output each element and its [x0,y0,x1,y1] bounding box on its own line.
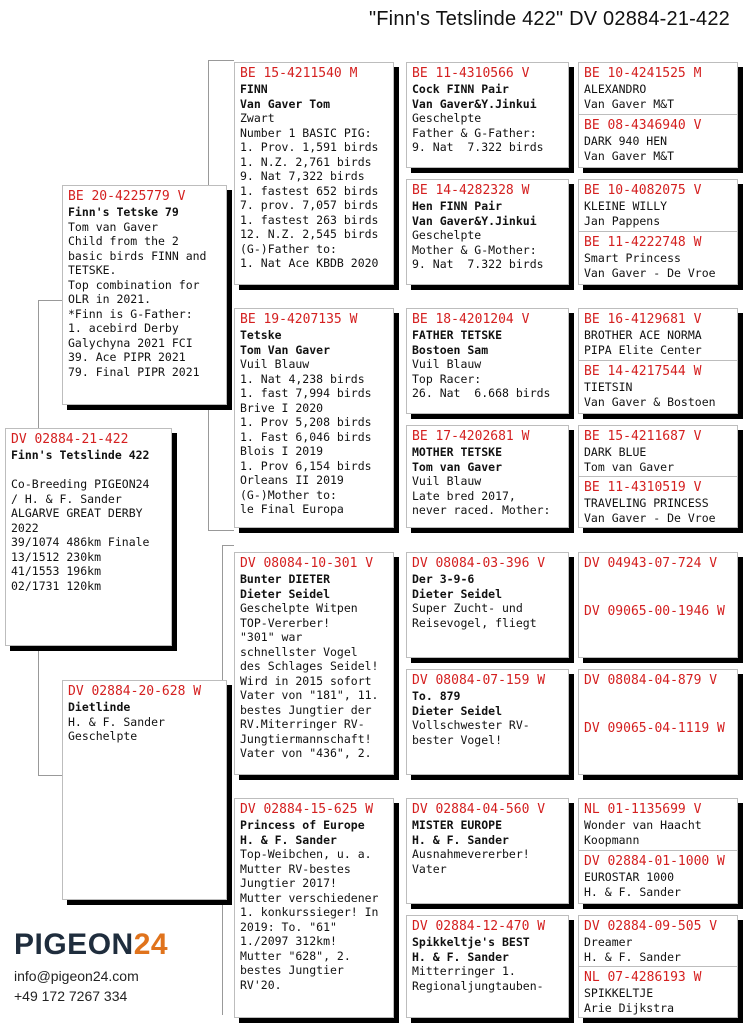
sd-line: 1. fast 7,994 birds [240,386,372,400]
sd-line: Blois I 2019 [240,444,324,458]
dam-card[interactable] [62,680,227,900]
dd-line: Top-Weibchen, u. a. [240,847,372,861]
dam-line: H. & F. Sander [68,714,165,729]
g4-ring: NL 07-4286193 W [584,970,702,985]
g4-pair-card[interactable] [578,915,738,1018]
g4-ring: BE 11-4310519 V [584,480,702,495]
sdd-line: Tom van Gaver [412,459,503,474]
subject-line: 39/1074 486km Finale [11,535,150,549]
ss-line: 12. N.Z. 2,545 birds [240,227,379,241]
ss-line: 9. Nat 7,322 birds [240,169,365,183]
ddd-line: H. & F. Sander [412,949,509,964]
sdd-ring: BE 17-4202681 W [412,429,530,444]
g4-breeder: H. & F. Sander [584,884,681,899]
g4-name: DARK BLUE [584,445,647,459]
sdd-card[interactable] [406,425,569,528]
ssd-line: 9. Nat 7.322 birds [412,257,544,271]
sire-line: 39. Ace PIPR 2021 [68,350,186,364]
ds-ring: DV 08084-10-301 V [240,556,374,571]
g4-ring: DV 04943-07-724 V [584,556,718,571]
ds-line: bestes Jungtier der [240,702,372,717]
g4-name: SPIKKELTJE [584,986,654,1000]
sd-line: 1. Prov 6,154 birds [240,458,372,473]
sire-line: OLR in 2021. [68,292,152,306]
pedigree-connector [222,545,234,546]
ss-line: Zwart [240,111,275,125]
g4-ring: BE 16-4129681 V [584,312,702,327]
g4-name: ALEXANDRO [584,82,647,96]
subject-name: Finn's Tetslinde 422 [11,448,150,462]
logo-text-part2: 24 [133,928,169,961]
ds-line: Vater von "436", 2. [240,746,372,760]
sd-ring: BE 19-4207135 W [240,312,358,327]
dd-line: H. & F. Sander [240,832,337,847]
sd-line: Orleans II 2019 [240,473,344,487]
dds-name: MISTER EUROPE [412,818,503,832]
sds-name: FATHER TETSKE [412,328,503,342]
ds-line: Wird in 2015 sofort [240,673,372,688]
g4-pair-card[interactable] [578,552,738,658]
subject-line: Co-Breeding PIGEON24 [11,477,150,491]
contact-email[interactable]: info@pigeon24.com [14,968,139,984]
g4-ring: BE 08-4346940 V [584,118,702,133]
g4-pair-card[interactable] [578,179,738,285]
sd-line: Tom Van Gaver [240,342,331,357]
sds-line: Vuil Blauw [412,357,482,371]
dsd-card[interactable] [406,669,569,775]
g4-pair-card[interactable] [578,669,738,775]
dss-name: Der 3-9-6 [412,572,475,586]
g4-pair-card[interactable] [578,425,738,528]
ds-line: Geschelpte Witpen [240,601,358,615]
g4-ring: BE 10-4082075 V [584,183,702,198]
sd-line: 1. Fast 6,046 birds [240,429,372,444]
ds-line: Jungtiermannschaft! [240,731,372,746]
logo-text-part1: PIGEON [14,928,134,961]
sds-line: Top Racer: [412,371,482,386]
dss-ring: DV 08084-03-396 V [412,556,546,571]
dss-line: Super Zucht- und [412,601,523,615]
g4-breeder: Jan Pappens [584,213,661,228]
subject-line: ALGARVE GREAT DERBY [11,506,143,520]
dss-line: Reisevogel, fliegt [412,615,537,630]
g4-breeder: Van Gaver M&T [584,96,675,111]
sd-line: (G-)Mother to: [240,487,337,502]
ss-line: (G-)Father to: [240,241,337,256]
sire-dam-card[interactable] [234,308,394,528]
dsd-ring: DV 08084-07-159 W [412,673,546,688]
ds-line: schnellster Vogel [240,644,358,659]
dam-line: Geschelpte [68,729,138,743]
g4-ring: DV 09065-04-1119 W [584,721,725,736]
dd-line: bestes Jungtier [240,963,344,977]
g4-ring: DV 02884-09-505 V [584,919,718,934]
dam-sire-card[interactable] [234,552,394,775]
dd-line: Mutter RV-bestes [240,861,351,876]
sd-line: 1. Nat 4,238 birds [240,371,365,386]
ds-line: des Schlages Seidel! [240,659,379,673]
ds-line: Vater von "181", 11. [240,688,379,702]
contact-phone: +49 172 7267 334 [14,988,128,1004]
g4-breeder: Van Gaver - De Vroe [584,265,716,280]
sds-line: Bostoen Sam [412,342,489,357]
dds-card[interactable] [406,798,569,904]
subject-card[interactable] [5,428,172,646]
subject-ring: DV 02884-21-422 [11,432,129,447]
ds-line: RV.Miterringer RV- [240,717,365,731]
ss-line: Van Gaver Tom [240,96,331,111]
sire-line: Galychyna 2021 FCI [68,335,193,350]
ds-name: Bunter DIETER [240,572,331,586]
sdd-line: Late bred 2017, [412,488,516,503]
sire-line: Top combination for [68,277,200,292]
g4-name: Wonder van Haacht [584,818,702,832]
ss-line: 1. fastest 263 birds [240,212,379,227]
g4-ring: DV 02884-01-1000 W [584,854,725,869]
dd-line: 1. konkurssieger! In [240,905,379,919]
g4-pair-card[interactable] [578,798,738,904]
g4-ring: BE 10-4241525 M [584,66,702,81]
ss-line: 1. Prov. 1,591 birds [240,140,379,154]
dd-line: Jungtier 2017! [240,876,337,890]
sss-line: Van Gaver&Y.Jinkui [412,96,537,111]
sss-name: Cock FINN Pair [412,82,509,96]
dds-ring: DV 02884-04-560 V [412,802,546,817]
ds-line: TOP-Vererber! [240,615,331,630]
dsd-line: bester Vogel! [412,732,503,747]
g4-name: TRAVELING PRINCESS [584,496,709,510]
subject-line: 02/1731 120km [11,578,102,593]
ds-line: "301" war [240,630,303,644]
sire-line: *Finn is G-Father: [68,306,193,321]
g4-pair-card[interactable] [578,62,738,168]
dam-dam-card[interactable] [234,798,394,1018]
dsd-line: Dieter Seidel [412,703,503,718]
g4-name: Dreamer [584,935,633,949]
dd-line: 1./2097 312km! [240,934,337,948]
g4-ring: BE 14-4217544 W [584,364,702,379]
sds-ring: BE 18-4201204 V [412,312,530,327]
dds-line: Ausnahmevererber! [412,847,530,861]
dd-line: Mutter "628", 2. [240,948,351,963]
sd-line: le Final Europa [240,502,344,516]
sd-name: Tetske [240,328,282,342]
g4-name: KLEINE WILLY [584,199,668,213]
ss-name: FINN [240,82,268,96]
g4-ring: DV 09065-00-1946 W [584,604,725,619]
sire-line: 79. Final PIPR 2021 [68,364,200,379]
subject-line: 41/1553 196km [11,564,102,578]
ddd-line: Regionaljungtauben- [412,978,544,993]
dd-ring: DV 02884-15-625 W [240,802,374,817]
sd-line: Vuil Blauw [240,357,310,371]
dd-line: Mutter verschiedener [240,890,379,905]
g4-ring: NL 01-1135699 V [584,802,702,817]
dss-line: Dieter Seidel [412,586,503,601]
sire-line: TETSKE. [68,263,117,277]
sire-line: 1. acebird Derby [68,321,179,335]
sire-line: Child from the 2 [68,234,179,248]
dd-line: RV'20. [240,977,282,992]
ss-line: 1. Nat Ace KBDB 2020 [240,256,379,270]
sds-card[interactable] [406,308,569,414]
pedigree-connector [38,300,62,301]
dam-ring: DV 02884-20-628 W [68,684,202,699]
dds-line: Vater [412,861,447,876]
page-title: "Finn's Tetslinde 422" DV 02884-21-422 [368,8,730,30]
ssd-line: Van Gaver&Y.Jinkui [412,213,537,228]
sire-name: Finn's Tetske 79 [68,205,179,219]
ddd-card[interactable] [406,915,569,1018]
ssd-name: Hen FINN Pair [412,199,503,213]
ss-line: 7. prov. 7,057 birds [240,198,379,212]
sss-card[interactable] [406,62,569,168]
g4-name: TIETSIN [584,380,633,394]
pedigree-connector [38,775,62,776]
sd-line: 1. Prov 5,208 birds [240,415,372,429]
g4-pair-card[interactable] [578,308,738,414]
subject-line: / H. & F. Sander [11,491,122,506]
g4-breeder: PIPA Elite Center [584,342,702,357]
g4-name: DARK 940 HEN [584,134,668,148]
dss-card[interactable] [406,552,569,658]
sss-ring: BE 11-4310566 V [412,66,530,81]
g4-breeder: Van Gaver - De Vroe [584,510,716,525]
dds-line: H. & F. Sander [412,832,509,847]
dd-name: Princess of Europe [240,818,365,832]
dam-name: Dietlinde [68,700,131,714]
g4-breeder: Tom van Gaver [584,459,675,474]
ddd-name: Spikkeltje's BEST [412,935,530,949]
g4-breeder: Van Gaver M&T [584,148,675,163]
subject-line: 13/1512 230km [11,549,102,564]
g4-breeder: Arie Dijkstra [584,1000,675,1015]
g4-ring: BE 15-4211687 V [584,429,702,444]
ssd-ring: BE 14-4282328 W [412,183,530,198]
g4-ring: DV 08084-04-879 V [584,673,718,688]
sd-line: Brive I 2020 [240,400,324,415]
ssd-card[interactable] [406,179,569,285]
ds-line: Dieter Seidel [240,586,331,601]
sire-line: Tom van Gaver [68,219,159,234]
g4-breeder: H. & F. Sander [584,949,681,964]
sds-line: 26. Nat 6.668 birds [412,386,551,400]
ssd-line: Geschelpte [412,228,482,242]
sdd-name: MOTHER TETSKE [412,445,503,459]
ss-ring: BE 15-4211540 M [240,66,358,81]
dd-line: 2019: To. "61" [240,919,337,934]
ddd-line: Mitterringer 1. [412,964,516,978]
sdd-line: Vuil Blauw [412,474,482,488]
sire-sire-card[interactable] [234,62,394,285]
sdd-line: never raced. Mother: [412,503,551,517]
dsd-line: Vollschwester RV- [412,718,530,732]
subject-line: 2022 [11,520,39,535]
sire-ring: BE 20-4225779 V [68,189,186,204]
dsd-name: To. 879 [412,689,461,703]
sire-line: basic birds FINN and [68,248,207,263]
g4-name: EUROSTAR 1000 [584,870,675,884]
sss-line: 9. Nat 7.322 birds [412,140,544,154]
pigeon24-logo [14,928,168,962]
g4-ring: BE 11-4222748 W [584,235,702,250]
ssd-line: Mother & G-Mother: [412,242,537,257]
ddd-ring: DV 02884-12-470 W [412,919,546,934]
pedigree-connector [208,60,234,61]
sss-line: Geschelpte [412,111,482,125]
ss-line: 1. N.Z. 2,761 birds [240,154,372,169]
g4-name: BROTHER ACE NORMA [584,328,702,342]
ss-line: 1. fastest 652 birds [240,183,379,198]
sire-card[interactable] [62,185,227,405]
ss-line: Number 1 BASIC PIG: [240,125,372,140]
g4-breeder: Koopmann [584,832,640,847]
pedigree-connector [208,530,234,531]
sss-line: Father & G-Father: [412,125,537,140]
g4-name: Smart Princess [584,251,681,265]
g4-breeder: Van Gaver & Bostoen [584,394,716,409]
